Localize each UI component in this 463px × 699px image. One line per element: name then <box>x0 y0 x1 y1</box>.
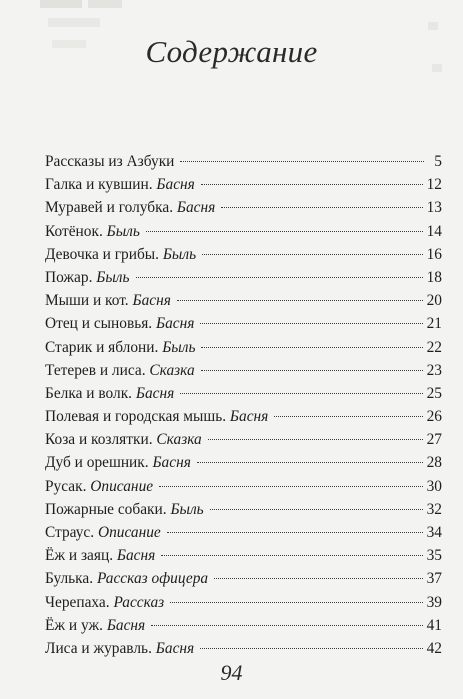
table-of-contents <box>45 150 442 660</box>
dot-leader <box>136 277 423 278</box>
toc-entry-genre: Басня <box>152 454 191 472</box>
toc-entry-heading: Тетерев и лиса. <box>45 361 146 379</box>
dot-leader <box>180 393 422 394</box>
toc-entry-heading: Дуб и орешник. <box>45 454 149 472</box>
toc-entry-title <box>45 428 202 451</box>
toc-entry-genre: Басня <box>229 408 269 426</box>
toc-entry-heading: Пожарные собаки. <box>45 500 167 518</box>
toc-entry-page: 32 <box>426 500 442 518</box>
toc-entry-genre: Описание <box>90 477 154 495</box>
toc-entry-genre: Сказка <box>156 431 202 449</box>
dot-leader <box>201 347 422 348</box>
toc-entry-title <box>45 289 171 312</box>
toc-entry-heading: Белка и волк. <box>45 384 133 402</box>
toc-entry-title <box>45 637 194 660</box>
toc-entry-heading: Полевая и городская мышь. <box>45 408 227 426</box>
toc-entry-genre: Басня <box>106 616 146 634</box>
toc-entry <box>45 289 442 312</box>
toc-entry-heading: Коза и козлятки. <box>45 431 153 449</box>
toc-entry-genre: Быль <box>162 245 197 263</box>
toc-entry <box>45 544 442 567</box>
toc-entry-page: 20 <box>426 292 442 310</box>
toc-entry-title <box>45 150 174 173</box>
toc-entry-page: 41 <box>426 616 442 634</box>
dot-leader <box>221 207 422 208</box>
toc-entry <box>45 150 442 173</box>
toc-entry-page: 16 <box>426 245 442 263</box>
toc-entry <box>45 498 442 521</box>
dot-leader <box>170 602 422 603</box>
dot-leader <box>201 184 423 185</box>
toc-entry-page: 5 <box>434 153 442 170</box>
dot-leader <box>167 532 423 533</box>
toc-entry-page: 12 <box>426 176 442 194</box>
toc-entry-heading: Черепаха. <box>45 593 110 611</box>
toc-entry <box>45 220 442 243</box>
toc-entry <box>45 173 442 196</box>
toc-entry-title <box>45 475 153 498</box>
toc-entry <box>45 475 442 498</box>
toc-entry-title <box>45 382 174 405</box>
toc-entry <box>45 591 442 614</box>
toc-entry-genre: Рассказ <box>113 593 165 611</box>
toc-entry-heading: Страус. <box>45 524 95 541</box>
toc-entry-genre: Басня <box>132 292 171 310</box>
toc-entry-heading: Русак. <box>45 477 87 495</box>
toc-entry-genre: Басня <box>135 384 175 402</box>
toc-entry-title <box>45 521 161 544</box>
toc-entry-title <box>45 173 195 196</box>
dot-leader <box>159 486 423 487</box>
toc-entry <box>45 243 442 266</box>
toc-entry-genre: Сказка <box>149 361 195 379</box>
toc-entry-genre: Быль <box>162 338 196 356</box>
toc-entry-title <box>45 243 196 266</box>
page-number: 94 <box>220 660 243 685</box>
toc-entry-page: 34 <box>426 524 442 541</box>
toc-entry-page: 26 <box>426 408 442 426</box>
toc-entry-genre: Басня <box>116 547 156 565</box>
toc-entry <box>45 567 442 590</box>
dot-leader <box>161 555 422 556</box>
dot-leader <box>200 648 422 649</box>
toc-entry-title <box>45 567 208 590</box>
toc-entry-genre: Быль <box>106 222 140 240</box>
toc-entry <box>45 405 442 428</box>
toc-entry-title <box>45 498 204 521</box>
toc-entry-page: 21 <box>426 315 442 333</box>
toc-entry-heading: Отец и сыновья. <box>45 315 153 333</box>
dot-leader <box>274 416 422 417</box>
dot-leader <box>214 578 422 579</box>
toc-entry-heading: Ёж и заяц. <box>45 547 114 565</box>
dot-leader <box>208 439 423 440</box>
toc-entry-heading: Лиса и журавль. <box>45 639 152 657</box>
toc-entry-page: 14 <box>426 222 442 240</box>
toc-entry-heading: Муравей и голубка. <box>45 199 174 217</box>
toc-entry-title <box>45 336 195 359</box>
toc-entry-genre: Описание <box>97 524 161 541</box>
toc-entry <box>45 359 442 382</box>
toc-entry-genre: Басня <box>155 639 195 657</box>
toc-entry <box>45 196 442 219</box>
toc-entry-genre: Басня <box>156 315 195 333</box>
toc-entry-title <box>45 614 145 637</box>
toc-entry-page: 18 <box>426 268 442 286</box>
toc-entry <box>45 336 442 359</box>
toc-entry <box>45 451 442 474</box>
toc-entry-heading: Рассказы из Азбуки <box>45 153 175 170</box>
toc-entry-heading: Мыши и кот. <box>45 292 129 310</box>
toc-entry-title <box>45 220 140 243</box>
toc-entry-title <box>45 591 164 614</box>
toc-entry-heading: Пожар. <box>45 268 93 286</box>
dot-leader <box>146 231 423 232</box>
toc-entry-title <box>45 451 191 474</box>
toc-entry-page: 30 <box>426 477 442 495</box>
toc-entry-genre: Быль <box>96 268 130 286</box>
toc-entry-page: 23 <box>426 361 442 379</box>
toc-entry-page: 42 <box>426 639 442 657</box>
page-title: Содержание <box>145 34 318 69</box>
dot-leader <box>201 370 423 371</box>
toc-entry-heading: Девочка и грибы. <box>45 245 159 263</box>
toc-entry-page: 22 <box>426 338 442 356</box>
toc-entry-page: 37 <box>426 570 442 588</box>
toc-entry-page: 25 <box>426 384 442 402</box>
toc-entry-title <box>45 266 130 289</box>
toc-entry-page: 39 <box>426 593 442 611</box>
dot-leader <box>197 462 423 463</box>
dot-leader <box>177 300 423 301</box>
toc-entry-page: 27 <box>426 431 442 449</box>
toc-entry <box>45 614 442 637</box>
toc-entry-title <box>45 359 195 382</box>
toc-entry-page: 13 <box>426 199 442 217</box>
dot-leader <box>202 254 423 255</box>
dot-leader <box>200 323 422 324</box>
toc-entry-genre: Басня <box>156 176 195 194</box>
dot-leader <box>151 625 422 626</box>
toc-entry-heading: Булька. <box>45 570 94 588</box>
toc-entry-page: 35 <box>426 547 442 565</box>
toc-entry-genre: Рассказ офицера <box>96 570 209 588</box>
toc-entry <box>45 637 442 660</box>
dot-leader <box>180 161 424 162</box>
toc-entry <box>45 521 442 544</box>
toc-entry-title <box>45 405 268 428</box>
toc-entry-heading: Котёнок. <box>45 222 103 240</box>
toc-entry-title <box>45 544 155 567</box>
toc-entry-genre: Басня <box>176 199 216 217</box>
toc-entry-title <box>45 312 194 335</box>
toc-entry <box>45 382 442 405</box>
toc-entry <box>45 312 442 335</box>
toc-entry-heading: Старик и яблони. <box>45 338 159 356</box>
toc-entry-title <box>45 196 215 219</box>
dot-leader <box>210 509 423 510</box>
toc-entry <box>45 266 442 289</box>
toc-entry-heading: Ёж и уж. <box>45 616 103 634</box>
toc-entry-page: 28 <box>426 454 442 472</box>
toc-entry-genre: Быль <box>170 500 204 518</box>
toc-entry-heading: Галка и кувшин. <box>45 176 153 194</box>
toc-entry <box>45 428 442 451</box>
